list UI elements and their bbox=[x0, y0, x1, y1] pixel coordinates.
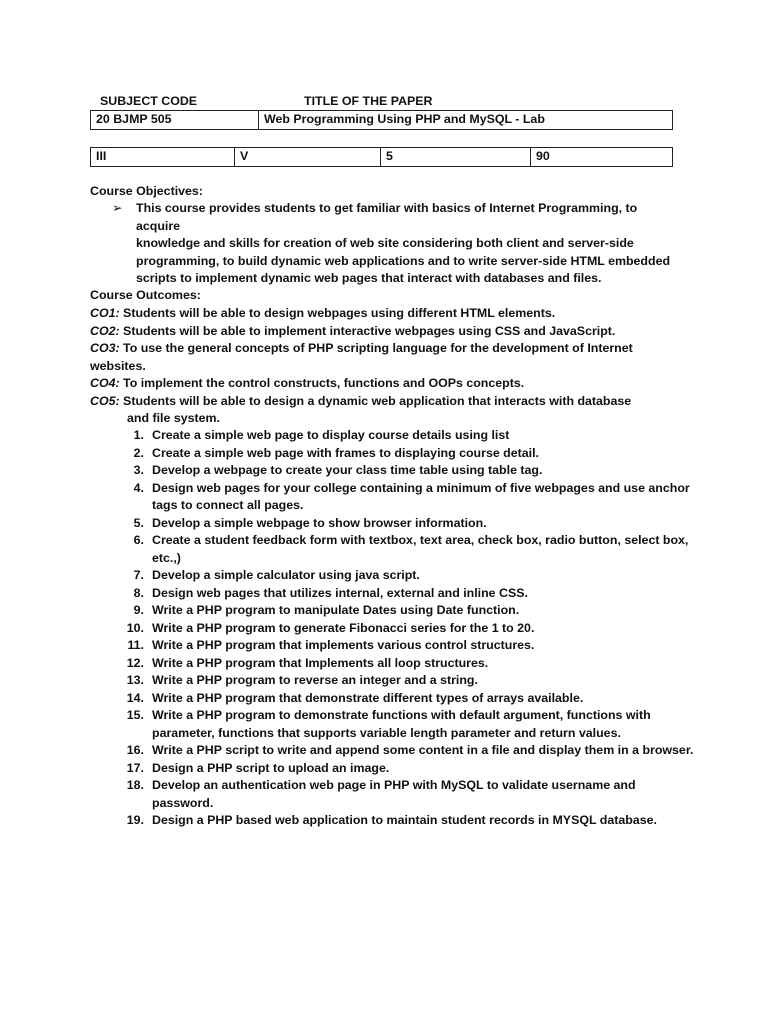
item-text: Write a PHP program that implements various control structures. bbox=[152, 638, 535, 652]
item-text: Write a PHP program to manipulate Dates using Date function. bbox=[152, 603, 520, 617]
item-number: 13. bbox=[126, 673, 144, 687]
item-number: 10. bbox=[126, 620, 144, 635]
item-number: 16. bbox=[126, 743, 144, 757]
item-text: Develop a simple calculator using java script. bbox=[152, 568, 420, 582]
item-number: 12. bbox=[126, 655, 144, 670]
item-number: 14. bbox=[126, 690, 144, 705]
item-number: 5. bbox=[133, 515, 144, 530]
list-item bbox=[118, 812, 698, 830]
item-text: Develop a simple webpage to show browser information. bbox=[152, 515, 487, 530]
course-outcomes-heading: Course Outcomes: bbox=[90, 288, 201, 302]
item-text: Create a simple web page to display course details using list bbox=[152, 428, 510, 442]
objective-line: programming, to build dynamic web applications and to write server-side HTML embedded bbox=[136, 253, 671, 268]
item-text: Design a PHP script to upload an image. bbox=[152, 760, 390, 775]
subject-table bbox=[90, 110, 673, 130]
list-item bbox=[118, 672, 698, 690]
outcome-item bbox=[90, 375, 690, 393]
list-item bbox=[118, 445, 698, 463]
list-item bbox=[118, 427, 698, 445]
item-number: 1. bbox=[133, 428, 144, 442]
item-text: Design web pages for your college containing a minimum of five webpages and use anchor bbox=[152, 480, 690, 495]
item-number: 2. bbox=[133, 445, 144, 460]
subject-code-label: SUBJECT CODE bbox=[100, 94, 198, 108]
item-text-continued: password. bbox=[152, 795, 214, 810]
item-text: Design web pages that utilizes internal, external and inline CSS. bbox=[152, 585, 528, 600]
list-item bbox=[118, 480, 698, 515]
list-item bbox=[118, 515, 698, 533]
item-number: 3. bbox=[133, 463, 144, 477]
list-item bbox=[118, 620, 698, 638]
item-text: Create a simple web page with frames to displaying course detail. bbox=[152, 445, 539, 460]
outcome-item bbox=[90, 305, 690, 323]
list-item bbox=[118, 742, 698, 760]
objective-item bbox=[112, 200, 672, 288]
item-number: 15. bbox=[126, 708, 144, 722]
list-item bbox=[118, 707, 698, 742]
outcome-text: Students will be able to implement interactive webpages using CSS and JavaScript. bbox=[119, 323, 616, 338]
list-item bbox=[118, 532, 698, 567]
outcomes-list bbox=[90, 305, 690, 428]
item-number: 17. bbox=[126, 760, 144, 775]
outcome-label: CO3: bbox=[90, 341, 120, 355]
item-text: Write a PHP program that demonstrate different types of arrays available. bbox=[152, 690, 584, 705]
list-item bbox=[118, 637, 698, 655]
outcome-text: To use the general concepts of PHP scripting language for the development of Internet websites. bbox=[90, 341, 633, 373]
outcome-text: To implement the control constructs, functions and OOPs concepts. bbox=[119, 376, 525, 390]
outcome-text: Students will be able to design a dynamic web application that interacts with database bbox=[119, 393, 632, 408]
item-text: Write a PHP script to write and append some content in a file and display them in a browser. bbox=[152, 743, 694, 757]
item-number: 4. bbox=[133, 480, 144, 495]
list-item bbox=[118, 690, 698, 708]
objective-line: scripts to implement dynamic web pages that interact with databases and files. bbox=[136, 271, 602, 285]
list-item bbox=[118, 567, 698, 585]
outcome-text-continued: and file system. bbox=[127, 411, 220, 425]
outcome-item bbox=[90, 323, 690, 341]
item-text-continued: parameter, functions that supports variable length parameter and return values. bbox=[152, 725, 621, 740]
outcome-label: CO2: bbox=[90, 323, 120, 338]
paper-title-cell: Web Programming Using PHP and MySQL - Lab bbox=[259, 111, 673, 130]
objective-line: This course provides students to get familiar with basics of Internet Programming, to acquire bbox=[136, 201, 638, 233]
list-item bbox=[118, 777, 698, 812]
item-text: Write a PHP program that Implements all loop structures. bbox=[152, 655, 489, 670]
meta-cell: 5 bbox=[381, 148, 531, 167]
subject-code-cell: 20 BJMP 505 bbox=[91, 111, 259, 130]
header-labels bbox=[90, 93, 672, 111]
item-number: 18. bbox=[126, 778, 144, 792]
outcome-label: CO5: bbox=[90, 393, 120, 408]
outcome-label: CO1: bbox=[90, 306, 120, 320]
item-text-continued: etc.,) bbox=[152, 550, 181, 565]
list-item bbox=[118, 585, 698, 603]
item-text: Write a PHP program to reverse an integer and a string. bbox=[152, 673, 478, 687]
meta-table bbox=[90, 147, 673, 167]
item-number: 7. bbox=[133, 568, 144, 582]
item-text: Create a student feedback form with textbox, text area, check box, radio button, select box, bbox=[152, 533, 689, 547]
item-text-continued: tags to connect all pages. bbox=[152, 498, 304, 512]
item-text: Develop a webpage to create your class time table using table tag. bbox=[152, 463, 543, 477]
list-item bbox=[118, 462, 698, 480]
item-number: 6. bbox=[133, 533, 144, 547]
experiment-list bbox=[118, 427, 698, 830]
item-text: Write a PHP program to generate Fibonacci series for the 1 to 20. bbox=[152, 620, 535, 635]
list-item bbox=[118, 602, 698, 620]
meta-cell: V bbox=[235, 148, 381, 167]
item-text: Design a PHP based web application to maintain student records in MYSQL database. bbox=[152, 813, 657, 827]
item-text: Develop an authentication web page in PHP with MySQL to validate username and bbox=[152, 778, 636, 792]
outcome-item bbox=[90, 393, 690, 428]
meta-cell: III bbox=[91, 148, 235, 167]
paper-title-label: TITLE OF THE PAPER bbox=[304, 94, 433, 108]
item-number: 9. bbox=[133, 603, 144, 617]
item-number: 8. bbox=[133, 585, 144, 600]
outcome-text: Students will be able to design webpages using different HTML elements. bbox=[119, 306, 556, 320]
table-row bbox=[91, 111, 673, 130]
item-number: 11. bbox=[127, 638, 144, 652]
outcome-label: CO4: bbox=[90, 376, 120, 390]
list-item bbox=[118, 655, 698, 673]
objective-line: knowledge and skills for creation of web site considering both client and server-side bbox=[136, 236, 634, 250]
item-number: 19. bbox=[126, 813, 144, 827]
arrow-bullet-icon: ➢ bbox=[112, 201, 123, 215]
outcome-item bbox=[90, 340, 690, 375]
item-text: Write a PHP program to demonstrate functions with default argument, functions with bbox=[152, 708, 651, 722]
list-item bbox=[118, 760, 698, 778]
table-row bbox=[91, 148, 673, 167]
course-objectives-heading: Course Objectives: bbox=[90, 184, 203, 198]
meta-cell: 90 bbox=[531, 148, 673, 167]
